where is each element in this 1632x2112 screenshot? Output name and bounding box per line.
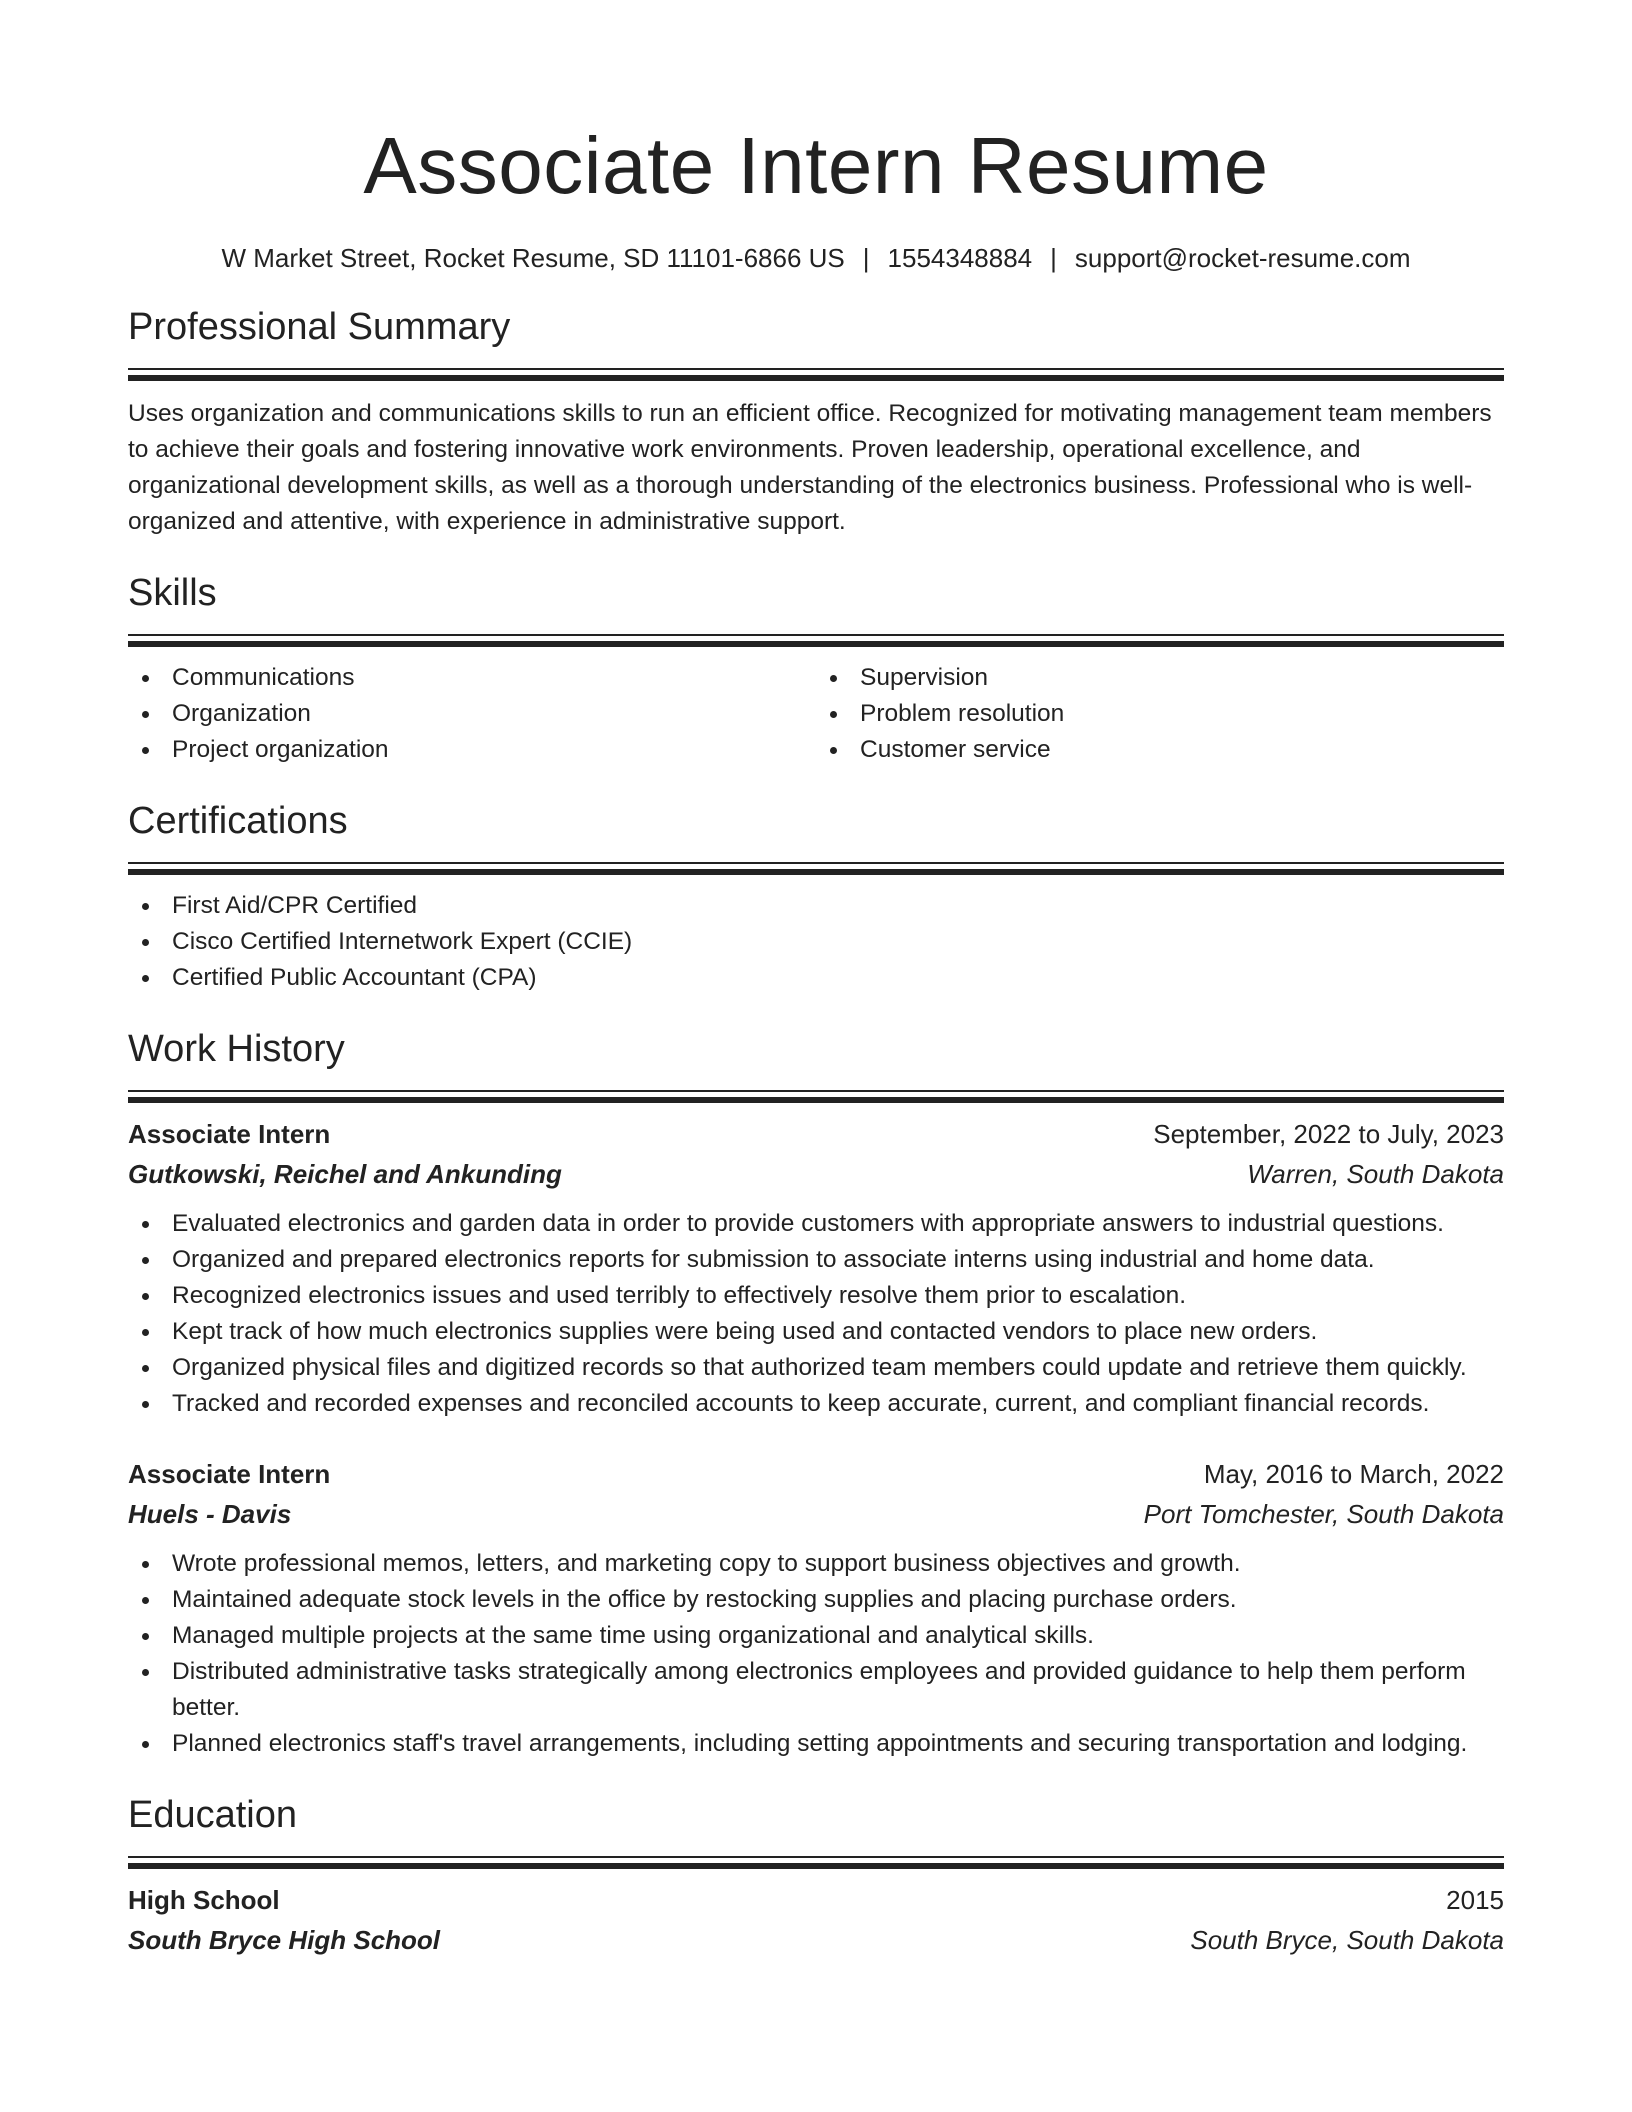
section-divider <box>128 368 1504 380</box>
certification-item: First Aid/CPR Certified <box>172 888 1504 924</box>
section-title-work-history: Work History <box>128 1028 345 1070</box>
skill-item: Problem resolution <box>860 696 1504 732</box>
section-title-certifications: Certifications <box>128 800 348 842</box>
contact-separator: | <box>1050 243 1057 273</box>
job-company: Huels - Davis <box>128 1499 292 1529</box>
contact-email: support@rocket-resume.com <box>1074 243 1411 273</box>
education-entry <box>128 1880 1504 1960</box>
section-divider <box>128 634 1504 646</box>
skill-item: Organization <box>172 696 816 732</box>
contact-line <box>128 240 1504 276</box>
job-entry <box>128 1454 1504 1762</box>
contact-phone: 1554348884 <box>887 243 1033 273</box>
education-school: South Bryce High School <box>128 1925 441 1955</box>
section-title-skills: Skills <box>128 572 217 614</box>
skill-item: Project organization <box>172 732 816 768</box>
job-bullet: Organized and prepared electronics reports for submission to associate interns using industrial and home data. <box>172 1242 1504 1278</box>
section-title-education: Education <box>128 1794 298 1836</box>
job-header-row <box>128 1454 1504 1494</box>
summary-section <box>128 302 1504 540</box>
job-bullet: Maintained adequate stock levels in the office by restocking supplies and placing purchase orders. <box>172 1582 1504 1618</box>
job-location: Port Tomchester, South Dakota <box>1143 1499 1504 1529</box>
certifications-section <box>128 796 1504 996</box>
section-divider <box>128 1090 1504 1102</box>
job-bullet: Evaluated electronics and garden data in order to provide customers with appropriate answers to industrial questions. <box>172 1206 1504 1242</box>
certification-item: Certified Public Accountant (CPA) <box>172 960 1504 996</box>
job-entry <box>128 1114 1504 1422</box>
contact-address: W Market Street, Rocket Resume, SD 11101-6866 US <box>221 243 845 273</box>
education-school-row <box>128 1920 1504 1960</box>
job-header-row <box>128 1114 1504 1154</box>
job-bullet: Managed multiple projects at the same time using organizational and analytical skills. <box>172 1618 1504 1654</box>
skills-grid <box>128 660 1504 768</box>
section-divider <box>128 862 1504 874</box>
job-bullet: Tracked and recorded expenses and reconciled accounts to keep accurate, current, and compliant financial records. <box>172 1386 1504 1422</box>
education-year: 2015 <box>1446 1885 1504 1915</box>
summary-text: Uses organization and communications skills to run an efficient office. Recognized for motivating management team members to achieve their goals and fostering innovative work environments. Proven leadership, operational excellence, and organizational development skills, as well as a thorough understanding of the electronics business. Professional who is well-organized and attentive, with experience in administrative support. <box>128 400 1492 535</box>
job-bullet: Wrote professional memos, letters, and marketing copy to support business objectives and growth. <box>172 1546 1504 1582</box>
work-history-section <box>128 1024 1504 1762</box>
education-section <box>128 1790 1504 1960</box>
job-company: Gutkowski, Reichel and Ankunding <box>128 1159 562 1189</box>
job-bullet: Distributed administrative tasks strategically among electronics employees and provided guidance to help them perform better. <box>172 1654 1504 1726</box>
skills-section <box>128 568 1504 768</box>
job-dates: September, 2022 to July, 2023 <box>1153 1119 1504 1149</box>
education-header-row <box>128 1880 1504 1920</box>
job-title: Associate Intern <box>128 1459 331 1489</box>
resume-title: Associate Intern Resume <box>363 121 1269 210</box>
job-title: Associate Intern <box>128 1119 331 1149</box>
skills-column-right <box>816 660 1504 768</box>
education-location: South Bryce, South Dakota <box>1190 1925 1504 1955</box>
job-company-row <box>128 1154 1504 1194</box>
job-bullet: Kept track of how much electronics supplies were being used and contacted vendors to place new orders. <box>172 1314 1504 1350</box>
skill-item: Communications <box>172 660 816 696</box>
education-degree: High School <box>128 1885 280 1915</box>
contact-separator: | <box>862 243 870 273</box>
job-dates: May, 2016 to March, 2022 <box>1203 1459 1504 1489</box>
job-company-row <box>128 1494 1504 1534</box>
job-bullet: Recognized electronics issues and used terribly to effectively resolve them prior to escalation. <box>172 1278 1504 1314</box>
skills-column-left <box>128 660 816 768</box>
job-bullet: Organized physical files and digitized records so that authorized team members could update and retrieve them quickly. <box>172 1350 1504 1386</box>
skill-item: Supervision <box>860 660 1504 696</box>
section-divider <box>128 1856 1504 1868</box>
skill-item: Customer service <box>860 732 1504 768</box>
job-bullet: Planned electronics staff's travel arrangements, including setting appointments and securing transportation and lodging. <box>172 1726 1504 1762</box>
certification-item: Cisco Certified Internetwork Expert (CCIE) <box>172 924 1504 960</box>
job-location: Warren, South Dakota <box>1247 1159 1504 1189</box>
section-title-summary: Professional Summary <box>128 306 511 348</box>
